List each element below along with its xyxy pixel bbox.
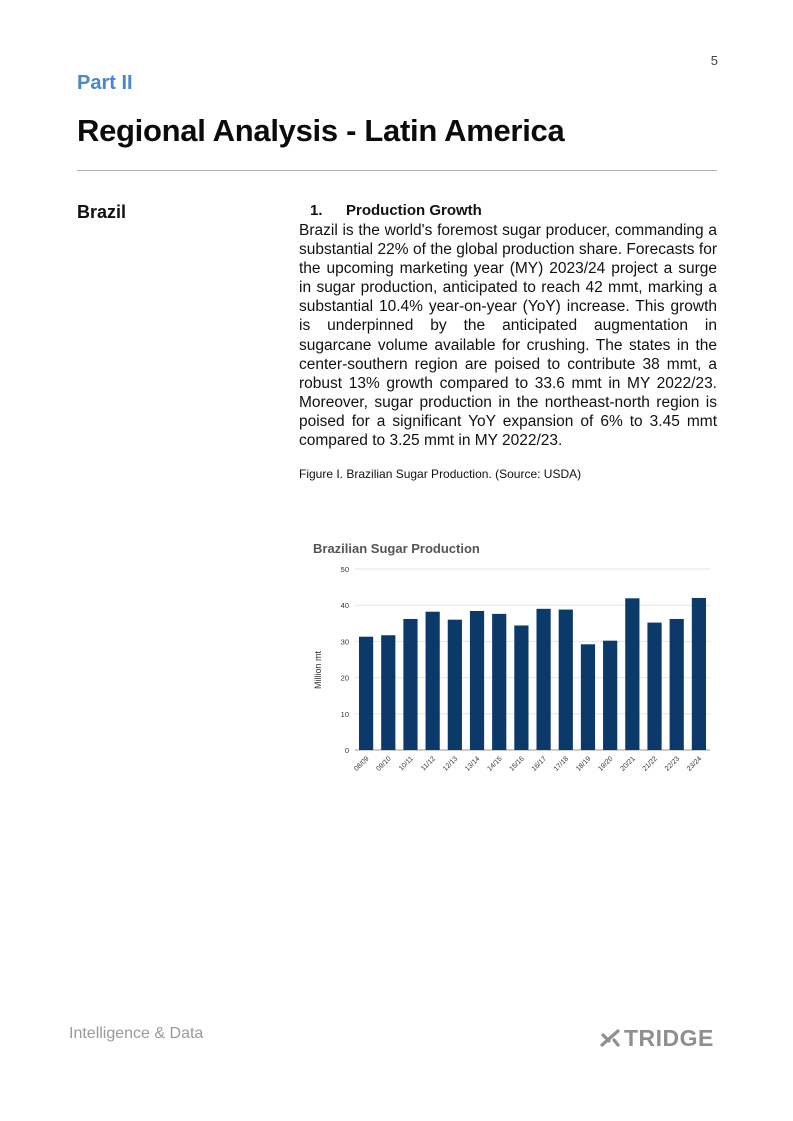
x-tick-label: 11/12 <box>420 755 438 773</box>
x-tick-label: 17/18 <box>552 755 571 773</box>
page-title: Regional Analysis - Latin America <box>77 113 565 148</box>
x-tick-label: 18/19 <box>575 755 593 773</box>
y-tick-label: 20 <box>340 673 349 683</box>
bar-18-19 <box>581 644 595 750</box>
country-heading: Brazil <box>77 202 127 222</box>
bar-21-22 <box>647 623 661 750</box>
y-tick-label: 50 <box>340 565 349 574</box>
x-tick-label: 19/20 <box>597 755 615 773</box>
bar-10-11 <box>403 619 417 750</box>
footer-text: Intelligence & Data <box>69 1025 204 1042</box>
x-tick-label: 15/16 <box>508 755 526 773</box>
bar-11-12 <box>426 612 440 750</box>
y-axis-label: Million mt <box>313 650 323 690</box>
section-body: Brazil is the world's foremost sugar producer, commanding a substantial 22% of the global production share. Forecasts for the upcoming marketing year (MY) 2023/24 project a surge in sugar production, anticipated to reach 42 mmt, marking a substantial 10.4% year-on-year (YoY) increase. This growth is underpinned by the anticipated augmentation in sugarcane volume available for crushing. The states in the center-southern region are poised to contribute 38 mmt, a robust 13% growth compared to 33.6 mmt in MY 2022/23. Moreover, sugar production in the northeast-north region is poised for a significant YoY expansion of 6% to 3.45 mmt compared to 3.25 mmt in MY 2022/23. <box>299 222 717 450</box>
section-title: Production Growth <box>346 202 482 219</box>
bar-16-17 <box>536 609 550 750</box>
x-tick-label: 14/15 <box>486 755 504 773</box>
brand-logo <box>600 1024 714 1052</box>
x-tick-label: 10/11 <box>397 755 415 773</box>
section-number: 1. <box>310 202 323 219</box>
bar-22-23 <box>670 619 684 750</box>
x-tick-label: 20/21 <box>619 755 637 773</box>
chart-title: Brazilian Sugar Production <box>313 541 480 556</box>
x-tick-label: 23/24 <box>685 755 704 773</box>
x-tick-label: 13/14 <box>464 755 482 773</box>
figure-caption: Figure I. Brazilian Sugar Production. (Source: USDA) <box>299 467 582 482</box>
x-tick-label: 22/23 <box>663 755 682 773</box>
bar-12-13 <box>448 620 462 750</box>
bar-17-18 <box>559 610 573 750</box>
bar-09-10 <box>381 635 395 750</box>
bar-08-09 <box>359 637 373 750</box>
bar-15-16 <box>514 625 528 750</box>
sugar-production-chart <box>305 530 725 795</box>
x-tick-label: 09/10 <box>375 755 393 773</box>
y-tick-label: 30 <box>340 637 349 647</box>
bar-20-21 <box>625 598 639 750</box>
section-heading <box>299 201 717 221</box>
x-tick-label: 08/09 <box>353 755 371 773</box>
x-tick-label: 12/13 <box>441 755 460 773</box>
tridge-logo-icon <box>600 1029 620 1047</box>
bar-14-15 <box>492 614 506 750</box>
y-tick-label: 40 <box>340 601 349 611</box>
bar-19-20 <box>603 641 617 750</box>
y-tick-label: 10 <box>340 709 349 719</box>
x-tick-label: 16/17 <box>530 755 549 773</box>
part-label: Part II <box>77 72 133 94</box>
bar-23-24 <box>692 598 706 750</box>
header-divider <box>77 170 717 171</box>
page-number: 5 <box>710 53 718 68</box>
brand-name: TRIDGE <box>624 1024 714 1051</box>
y-tick-label: 0 <box>344 746 349 755</box>
bar-13-14 <box>470 611 484 750</box>
section-content <box>299 201 717 481</box>
x-tick-label: 21/22 <box>641 755 659 773</box>
